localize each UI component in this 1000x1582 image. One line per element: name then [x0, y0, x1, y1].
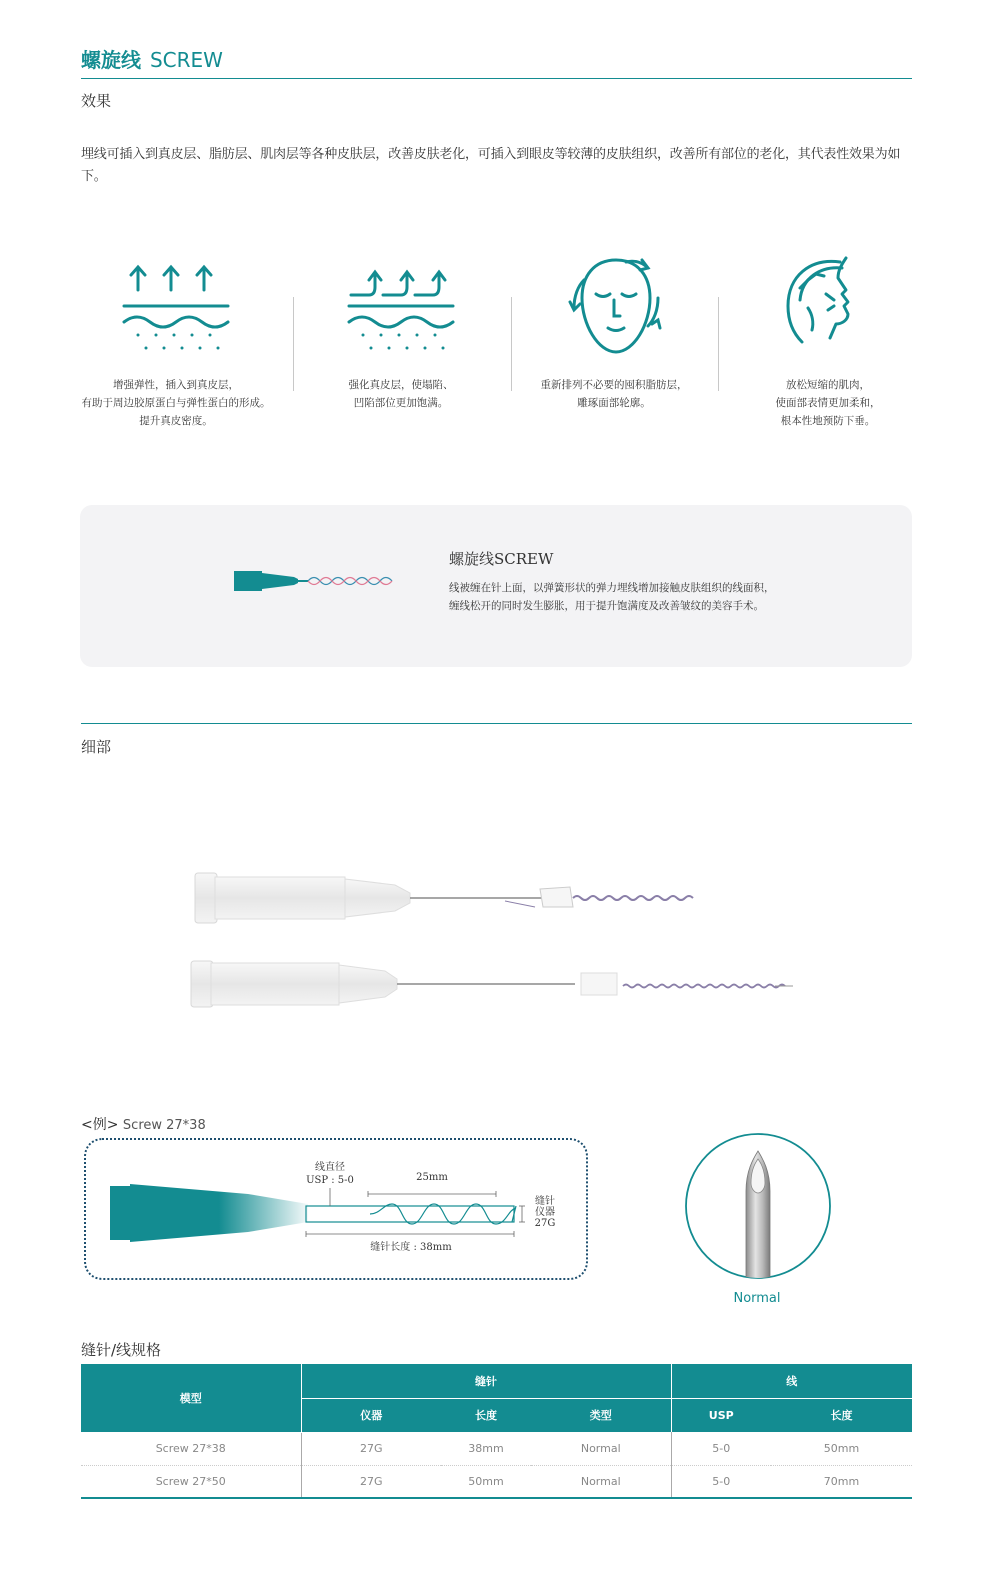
detail-rule	[81, 723, 912, 724]
caption-line: 放松短缩的肌肉，	[786, 379, 870, 391]
cell-needle-length: 50mm	[441, 1465, 531, 1498]
group-needle: 缝针	[301, 1364, 671, 1398]
caption-line: 使面部表情更加柔和，	[775, 397, 881, 409]
effect-caption-4	[708, 376, 948, 430]
effect-intro: 埋线可插入到真皮层、脂肪层、肌肉层等各种皮肤层，改善皮肤老化，可插入到眼皮等较薄的皮肤组织，改善所有部位的老化，其代表性效果为如下。	[81, 147, 901, 184]
face-profile-icon	[728, 250, 928, 360]
caption-line: 有助于周边胶原蛋白与弹性蛋白的形成。	[81, 397, 271, 409]
cell-type: Normal	[531, 1465, 671, 1498]
effect-caption-3	[494, 376, 734, 412]
needle-tip-label: Normal	[733, 1291, 781, 1306]
example-model: Screw 27*38	[122, 1118, 206, 1133]
caption-line: 凹陷部位更加饱满。	[353, 397, 449, 409]
cell-usp: 5-0	[671, 1432, 771, 1465]
example-label	[81, 1114, 206, 1134]
cell-gauge: 27G	[301, 1465, 441, 1498]
caption-line: 增强弹性，插入到真皮层，	[113, 379, 239, 391]
caption-line: 重新排列不必要的囤积脂肪层，	[540, 379, 688, 391]
col-model: 模型	[81, 1364, 301, 1432]
title-cn: 螺旋线	[81, 48, 141, 72]
spec-heading: 缝针/线规格	[81, 1341, 162, 1359]
usp-annotation	[306, 1161, 354, 1187]
product-card-title: 螺旋线SCREW	[449, 550, 554, 568]
skin-lift-arrows-icon	[76, 250, 276, 360]
gauge-annotation	[528, 1196, 562, 1229]
gauge-value: 27G	[534, 1218, 556, 1229]
col-type: 类型	[531, 1398, 671, 1432]
title-rule	[81, 78, 912, 79]
cell-type: Normal	[531, 1432, 671, 1465]
cell-gauge: 27G	[301, 1432, 441, 1465]
cell-model: Screw 27*50	[81, 1465, 301, 1498]
cell-model: Screw 27*38	[81, 1432, 301, 1465]
screw-needle-icon	[232, 568, 404, 594]
needle-tip-icon	[683, 1131, 833, 1281]
effect-caption-1	[56, 376, 296, 430]
table-row	[81, 1432, 912, 1465]
cell-needle-length: 38mm	[441, 1432, 531, 1465]
product-card-desc	[449, 579, 849, 615]
caption-line: 雕琢面部轮廓。	[577, 397, 651, 409]
thread-length-label: 25mm	[416, 1172, 448, 1183]
page-title	[81, 44, 223, 73]
face-contour-icon	[516, 250, 716, 360]
caption-line: 提升真皮密度。	[139, 415, 213, 427]
detail-heading: 细部	[81, 738, 112, 756]
usp-label: USP : 5-0	[306, 1175, 354, 1186]
thread-diameter-label: 线直径	[315, 1162, 345, 1173]
needle-length-label: 缝针长度 : 38mm	[370, 1242, 452, 1253]
col-gauge: 仪器	[301, 1398, 441, 1432]
caption-line: 根本性地预防下垂。	[780, 415, 876, 427]
col-thread-length: 长度	[771, 1398, 912, 1432]
gauge-label-1: 缝针	[535, 1196, 555, 1207]
title-en: SCREW	[149, 48, 223, 72]
desc-line: 线被缠在针上面，以弹簧形状的弹力埋线增加接触皮肤组织的线面积，	[449, 582, 775, 594]
effect-heading: 效果	[81, 92, 112, 110]
effect-caption-2	[281, 376, 521, 412]
col-usp: USP	[671, 1398, 771, 1432]
skin-fill-arrows-icon	[301, 250, 501, 360]
group-thread: 线	[671, 1364, 912, 1398]
screw-needles-photo	[185, 855, 815, 1015]
cell-thread-length: 70mm	[771, 1465, 912, 1498]
spec-table	[81, 1364, 912, 1499]
caption-line: 强化真皮层，使塌陷、	[348, 379, 454, 391]
example-prefix: <例>	[81, 1117, 119, 1133]
table-row	[81, 1465, 912, 1498]
desc-line: 缠线松开的同时发生膨胀，用于提升饱满度及改善皱纹的美容手术。	[449, 600, 764, 612]
needle-hub-diagram-icon	[108, 1180, 318, 1248]
cell-thread-length: 50mm	[771, 1432, 912, 1465]
cell-usp: 5-0	[671, 1465, 771, 1498]
gauge-label-2: 仪器	[535, 1207, 555, 1218]
col-needle-length: 长度	[441, 1398, 531, 1432]
